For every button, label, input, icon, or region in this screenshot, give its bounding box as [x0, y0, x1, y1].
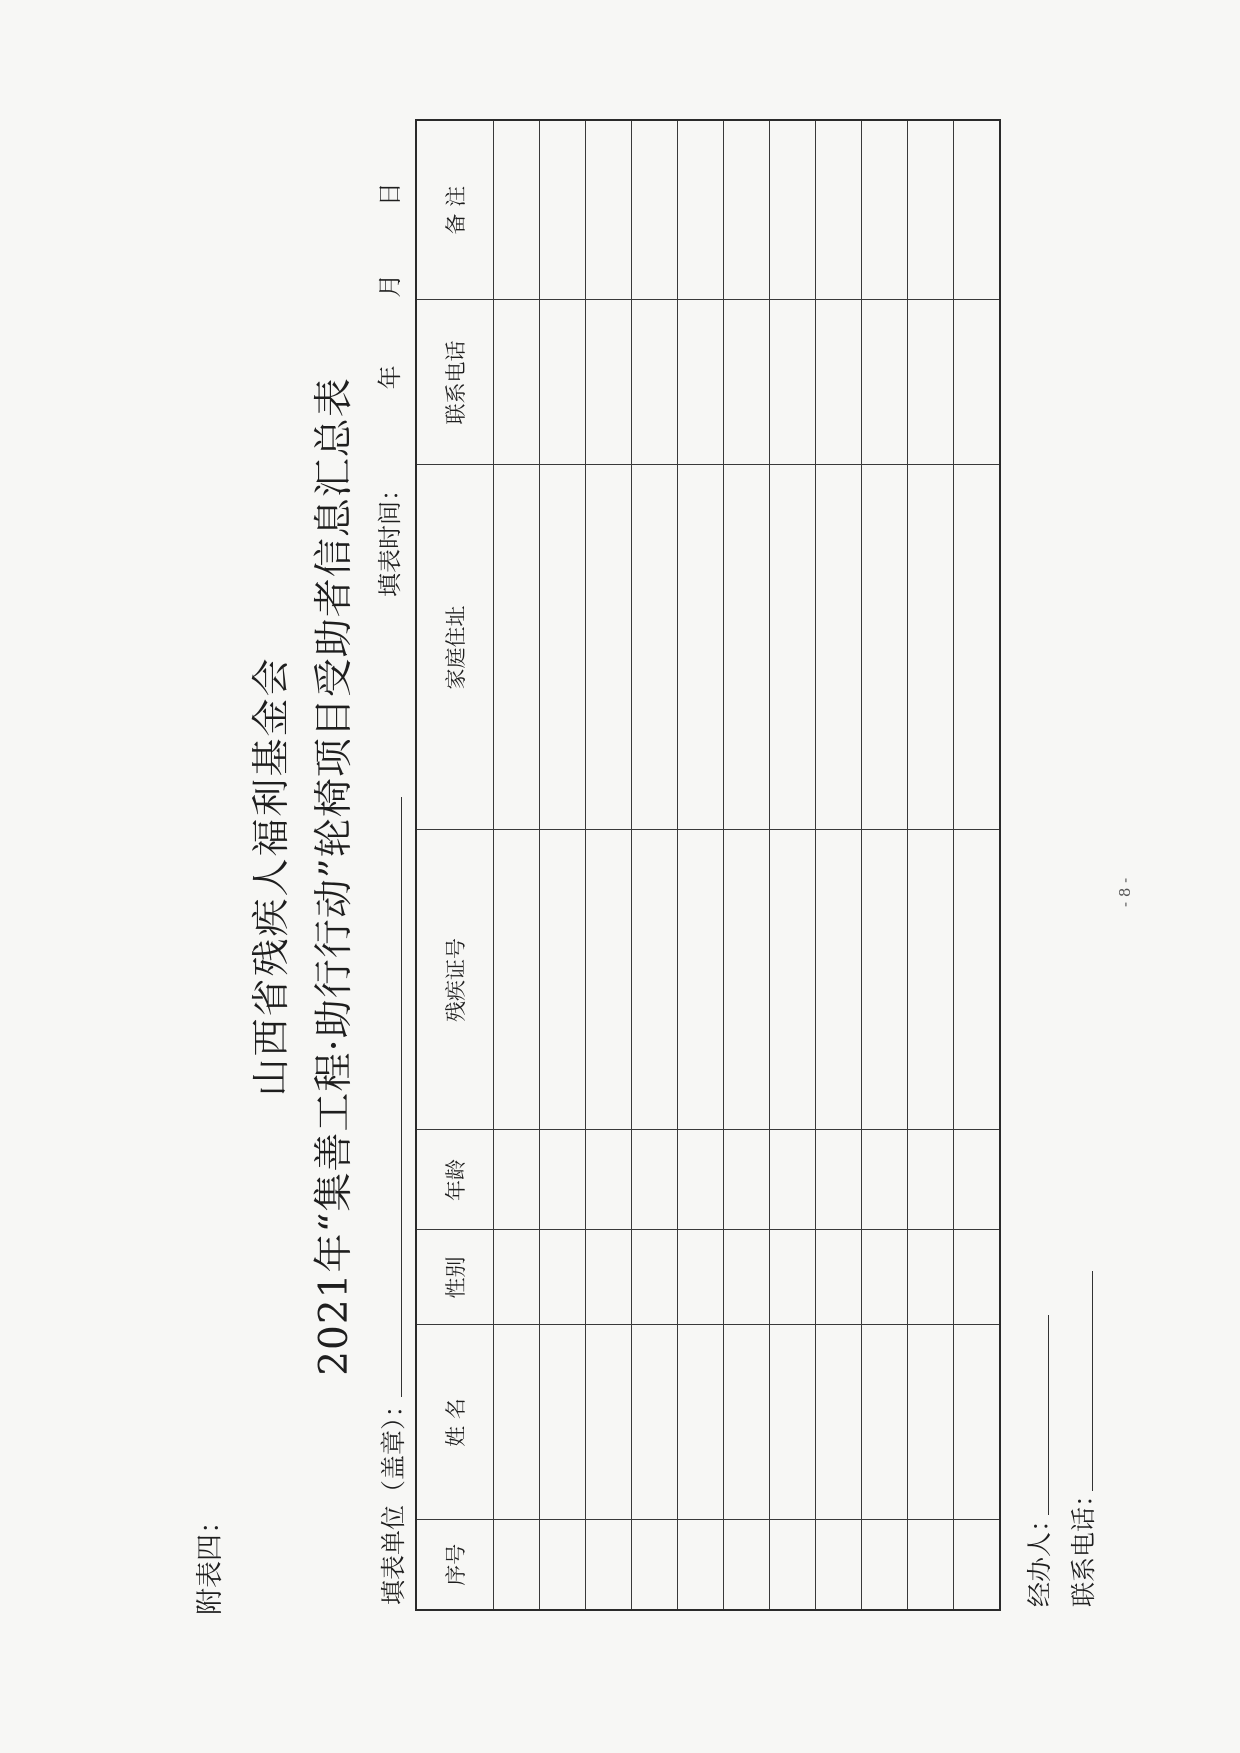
table-cell[interactable] [540, 120, 586, 300]
table-cell[interactable] [954, 120, 1001, 300]
table-cell[interactable] [586, 830, 632, 1130]
table-cell[interactable] [816, 465, 862, 830]
table-row [632, 120, 678, 1610]
fill-unit-label: 填表单位（盖章）： [379, 1392, 408, 1605]
table-header-cell: 残疾证号 [416, 830, 494, 1130]
table-cell[interactable] [862, 1130, 908, 1230]
table-cell[interactable] [770, 830, 816, 1130]
fill-time-label: 填表时间： [376, 477, 404, 597]
table-cell[interactable] [770, 465, 816, 830]
table-cell[interactable] [954, 300, 1001, 465]
table-cell[interactable] [816, 1520, 862, 1610]
table-cell[interactable] [678, 1325, 724, 1520]
table-cell[interactable] [586, 465, 632, 830]
table-cell[interactable] [540, 830, 586, 1130]
table-cell[interactable] [908, 1130, 954, 1230]
table-cell[interactable] [494, 465, 540, 830]
table-cell[interactable] [678, 300, 724, 465]
table-cell[interactable] [632, 465, 678, 830]
handler-label: 经办人： [1025, 1506, 1054, 1607]
table-cell[interactable] [586, 1230, 632, 1325]
fill-time-row [370, 182, 405, 597]
table-cell[interactable] [632, 300, 678, 465]
table-row [954, 120, 1001, 1610]
year-unit: 年 [376, 365, 404, 390]
table-cell[interactable] [816, 1230, 862, 1325]
table-cell[interactable] [862, 830, 908, 1130]
table-cell[interactable] [816, 120, 862, 300]
table-cell[interactable] [494, 1520, 540, 1610]
table-cell[interactable] [494, 120, 540, 300]
table-cell[interactable] [632, 1230, 678, 1325]
table-cell[interactable] [724, 830, 770, 1130]
table-cell[interactable] [862, 1325, 908, 1520]
table-cell[interactable] [678, 465, 724, 830]
table-cell[interactable] [586, 120, 632, 300]
table-cell[interactable] [862, 300, 908, 465]
table-header-row [416, 120, 494, 1610]
table-cell[interactable] [540, 1130, 586, 1230]
table-header-cell: 年龄 [416, 1130, 494, 1230]
table-header-cell: 家庭住址 [416, 465, 494, 830]
table-cell[interactable] [586, 1325, 632, 1520]
table-cell[interactable] [954, 830, 1001, 1130]
table-cell[interactable] [862, 120, 908, 300]
table-cell[interactable] [678, 830, 724, 1130]
table-cell[interactable] [540, 465, 586, 830]
table-cell[interactable] [954, 465, 1001, 830]
table-row [816, 120, 862, 1610]
table-cell[interactable] [954, 1520, 1001, 1610]
organization-title: 山西省残疾人福利基金会 [249, 656, 293, 1097]
table-cell[interactable] [678, 1230, 724, 1325]
recipient-info-table [415, 119, 1001, 1611]
table-cell[interactable] [816, 1325, 862, 1520]
table-cell[interactable] [724, 1520, 770, 1610]
table-header-cell: 序号 [416, 1520, 494, 1610]
table-cell[interactable] [586, 300, 632, 465]
table-cell[interactable] [908, 1230, 954, 1325]
contact-phone-blank[interactable] [1092, 1271, 1093, 1491]
table-cell[interactable] [816, 300, 862, 465]
table-cell[interactable] [586, 1520, 632, 1610]
table-cell[interactable] [724, 465, 770, 830]
fill-unit-blank[interactable] [401, 797, 402, 1397]
table-cell[interactable] [908, 465, 954, 830]
month-unit: 月 [376, 273, 404, 298]
table-row [724, 120, 770, 1610]
table-cell[interactable] [632, 1325, 678, 1520]
appendix-label: 附表四： [195, 1507, 226, 1615]
table-header-cell: 联系电话 [416, 300, 494, 465]
form-title: 2021年“集善工程·助行行动”轮椅项目受助者信息汇总表 [312, 377, 357, 1376]
table-row [678, 120, 724, 1610]
table-cell[interactable] [908, 300, 954, 465]
table-cell[interactable] [770, 120, 816, 300]
table-cell[interactable] [770, 1325, 816, 1520]
day-unit: 日 [376, 182, 404, 207]
table-cell[interactable] [954, 1130, 1001, 1230]
table-cell[interactable] [494, 300, 540, 465]
table-cell[interactable] [632, 830, 678, 1130]
table-cell[interactable] [540, 1520, 586, 1610]
table-cell[interactable] [816, 1130, 862, 1230]
table-row [586, 120, 632, 1610]
table-cell[interactable] [862, 1230, 908, 1325]
table-row [908, 120, 954, 1610]
table-cell[interactable] [908, 1520, 954, 1610]
table-cell[interactable] [540, 1325, 586, 1520]
table-cell[interactable] [494, 1130, 540, 1230]
table-cell[interactable] [632, 120, 678, 300]
table-row [770, 120, 816, 1610]
handler-blank[interactable] [1048, 1315, 1049, 1515]
table-header-cell: 性别 [416, 1230, 494, 1325]
table-cell[interactable] [632, 1130, 678, 1230]
table-cell[interactable] [770, 1230, 816, 1325]
table-cell[interactable] [770, 300, 816, 465]
table-cell[interactable] [586, 1130, 632, 1230]
table-cell[interactable] [678, 1130, 724, 1230]
table-cell[interactable] [678, 1520, 724, 1610]
table-cell[interactable] [632, 1520, 678, 1610]
table-cell[interactable] [908, 1325, 954, 1520]
table-cell[interactable] [862, 465, 908, 830]
table-header-cell: 备 注 [416, 120, 494, 300]
table-cell[interactable] [954, 1325, 1001, 1520]
table-cell[interactable] [494, 1325, 540, 1520]
table-cell[interactable] [540, 300, 586, 465]
table-cell[interactable] [770, 1520, 816, 1610]
table-cell[interactable] [540, 1230, 586, 1325]
page-number: - 8 - [1116, 877, 1134, 907]
table-cell[interactable] [862, 1520, 908, 1610]
table-row [862, 120, 908, 1610]
table-cell[interactable] [724, 1130, 770, 1230]
table-cell[interactable] [494, 830, 540, 1130]
table-cell[interactable] [724, 1230, 770, 1325]
table-cell[interactable] [908, 830, 954, 1130]
table-cell[interactable] [954, 1230, 1001, 1325]
table-row [540, 120, 586, 1610]
table-cell[interactable] [724, 1325, 770, 1520]
table-cell[interactable] [494, 1230, 540, 1325]
table-row [494, 120, 540, 1610]
table-cell[interactable] [724, 120, 770, 300]
table-cell[interactable] [908, 120, 954, 300]
contact-phone-label: 联系电话： [1069, 1481, 1098, 1607]
table-cell[interactable] [724, 300, 770, 465]
table-cell[interactable] [770, 1130, 816, 1230]
table-header-cell: 姓 名 [416, 1325, 494, 1520]
table-cell[interactable] [678, 120, 724, 300]
table-cell[interactable] [816, 830, 862, 1130]
